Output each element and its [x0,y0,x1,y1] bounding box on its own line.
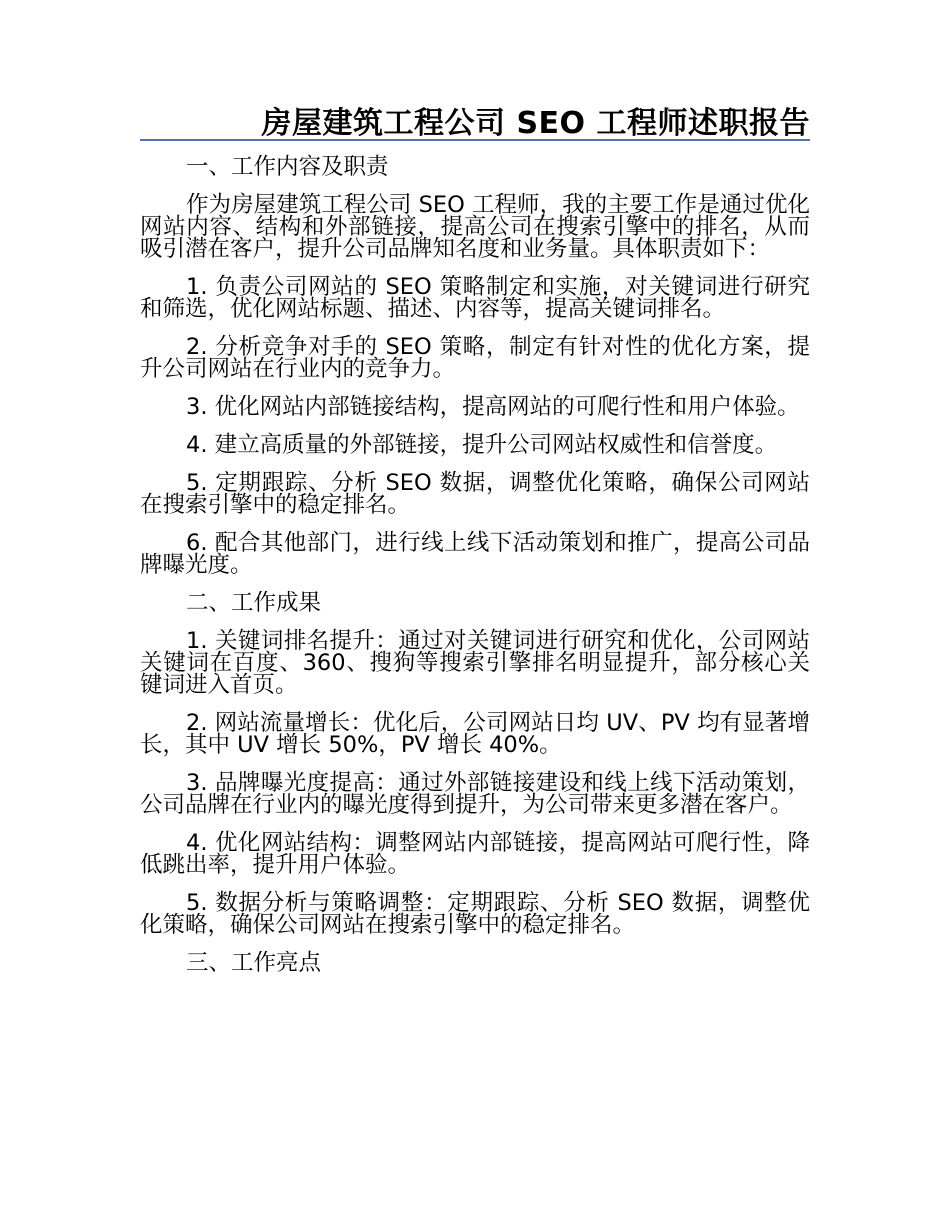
paragraph-duty-6: 6. 配合其他部门，进行线上线下活动策划和推广，提高公司品牌曝光度。 [140,530,810,578]
document-title: 房屋建筑工程公司 SEO 工程师述职报告 [261,106,810,141]
section-heading-work-content: 一、工作内容及职责 [186,154,389,180]
title-underline [140,139,810,141]
paragraph-intro: 作为房屋建筑工程公司 SEO 工程师，我的主要工作是通过优化网站内容、结构和外部链接，提高公司在搜索引擎中的排名，从而吸引潜在客户，提升公司品牌知名度和业务量。具体职责如下： [140,192,810,262]
document-body [140,156,810,990]
paragraph-result-3: 3. 品牌曝光度提高：通过外部链接建设和线上线下活动策划，公司品牌在行业内的曝光度得到提升，为公司带来更多潜在客户。 [140,770,810,818]
paragraph-result-4: 4. 优化网站结构：调整网站内部链接，提高网站可爬行性，降低跳出率，提升用户体验。 [140,830,810,878]
section-heading-results: 二、工作成果 [186,590,322,616]
paragraph-result-1: 1. 关键词排名提升：通过对关键词进行研究和优化，公司网站关键词在百度、360、搜狗等搜索引擎排名明显提升，部分核心关键词进入首页。 [140,628,810,698]
paragraph-duty-1: 1. 负责公司网站的 SEO 策略制定和实施，对关键词进行研究和筛选，优化网站标题、描述、内容等，提高关键词排名。 [140,274,810,322]
paragraph-duty-5: 5. 定期跟踪、分析 SEO 数据，调整优化策略，确保公司网站在搜索引擎中的稳定排名。 [140,470,810,518]
paragraph-result-5: 5. 数据分析与策略调整：定期跟踪、分析 SEO 数据，调整优化策略，确保公司网站在搜索引擎中的稳定排名。 [140,890,810,938]
paragraph-duty-4: 4. 建立高质量的外部链接，提升公司网站权威性和信誉度。 [186,432,778,458]
section-heading-highlights: 三、工作亮点 [186,950,322,976]
paragraph-duty-3: 3. 优化网站内部链接结构，提高网站的可爬行性和用户体验。 [186,394,800,420]
paragraph-result-2: 2. 网站流量增长：优化后，公司网站日均 UV、PV 均有显著增长，其中 UV 增长 50%，PV 增长 40%。 [140,710,810,758]
paragraph-duty-2: 2. 分析竞争对手的 SEO 策略，制定有针对性的优化方案，提升公司网站在行业内的竞争力。 [140,334,810,382]
